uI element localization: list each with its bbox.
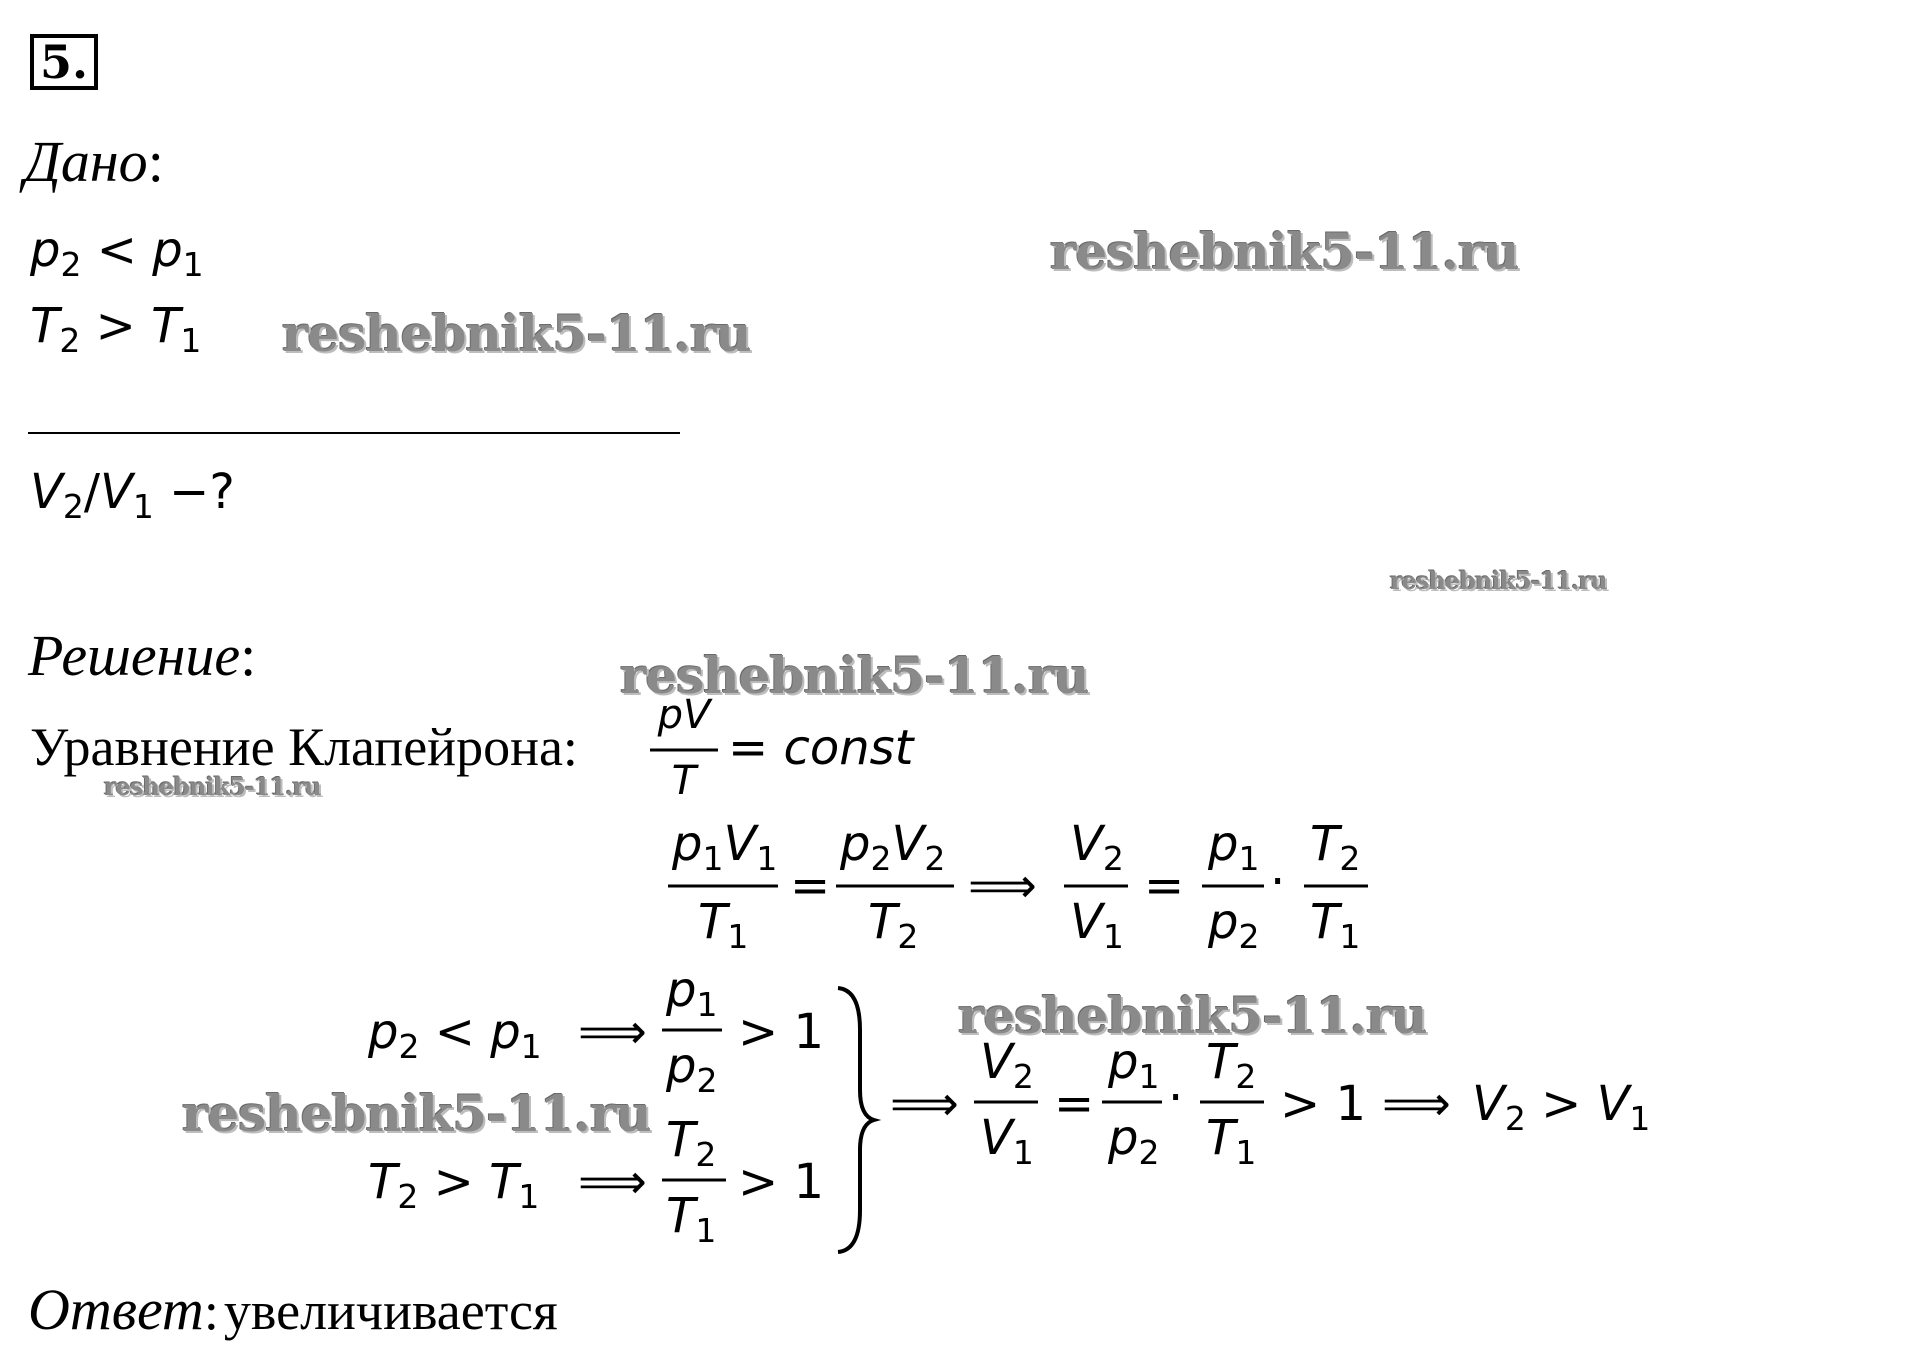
eq1-t1-num: $p_1V_1$ [672, 816, 778, 878]
watermark: reshebnik5-11.ru [1050, 222, 1519, 281]
eq1-eq-1: = [790, 858, 831, 914]
eq2-line1-tail: > 1 [738, 1004, 825, 1060]
law-frac-top: pV [657, 694, 711, 738]
cond1-rhs-sub: 1 [182, 245, 204, 284]
eq2-line2-implies: ⟹ [578, 1154, 647, 1210]
eq2-final-implies: ⟹ [1382, 1076, 1451, 1132]
eq2-f2-den: $T_1$ [1206, 1110, 1257, 1172]
eq2-line1-implies: ⟹ [578, 1004, 647, 1060]
cond2-rhs-sub: 1 [180, 321, 202, 360]
answer-heading: Ответ [28, 1277, 204, 1342]
watermark: reshebnik5-11.ru [282, 304, 751, 363]
given-condition-pressure [30, 222, 204, 284]
eq1-t2-den: $T_2$ [868, 894, 919, 956]
cond2-lhs-sub: 2 [59, 321, 81, 360]
find-expression [30, 464, 235, 526]
answer [28, 1276, 558, 1343]
eq2-line1-lhs: $p_2 < p_1$ [368, 1004, 542, 1066]
watermark: reshebnik5-11.ru [620, 646, 1089, 705]
eq1-r-num: $V_2$ [1070, 816, 1124, 878]
eq2-f2-num: $T_2$ [1206, 1034, 1257, 1096]
equation-1 [660, 810, 1380, 960]
solution-heading [28, 622, 256, 689]
watermark: reshebnik5-11.ru [958, 986, 1427, 1045]
eq2-line2-tail: > 1 [738, 1154, 825, 1210]
eq2-line1-frac-num: $p_1$ [666, 970, 718, 1024]
given-heading-text: Дано [24, 129, 148, 194]
law-frac-bottom: T [671, 758, 697, 804]
given-condition-temperature [30, 298, 201, 360]
solution-heading-text: Решение [28, 623, 241, 688]
cond2-rhs: T [151, 298, 181, 354]
eq2-line2-lhs: $T_2 > T_1$ [368, 1154, 540, 1216]
eq2-res-num: $V_2$ [980, 1034, 1034, 1096]
eq2-dot: · [1168, 1070, 1184, 1126]
cond1-lhs: p [30, 222, 61, 278]
eq1-implies: ⟹ [968, 858, 1037, 914]
given-heading-colon: : [147, 129, 164, 194]
right-brace [838, 988, 874, 1252]
solution-heading-colon: : [240, 623, 257, 688]
law-rhs: = const [728, 720, 914, 776]
find-den-sub: 1 [132, 487, 154, 526]
eq1-dot: · [1270, 854, 1286, 910]
eq1-r-den: $V_1$ [1070, 894, 1124, 956]
given-divider [28, 432, 680, 434]
eq1-t2-num: $p_2V_2$ [840, 816, 946, 878]
cond1-op: < [81, 222, 153, 278]
eq2-eq: = [1054, 1076, 1095, 1132]
eq1-f1-num: $p_1$ [1208, 816, 1260, 878]
watermark: reshebnik5-11.ru [1390, 566, 1607, 595]
eq1-t1-den: $T_1$ [698, 894, 749, 956]
answer-colon: : [203, 1281, 219, 1341]
eq2-line1-frac-den: $p_2$ [666, 1038, 718, 1100]
find-den: V [100, 464, 133, 520]
eq2-res-implies: ⟹ [890, 1076, 959, 1132]
eq1-f2-num: $T_2$ [1310, 816, 1361, 878]
eq2-f1-num: $p_1$ [1108, 1034, 1160, 1096]
cond2-op: > [80, 298, 152, 354]
cond1-rhs: p [152, 222, 183, 278]
cond1-lhs-sub: 2 [60, 245, 82, 284]
eq2-f1-den: $p_2$ [1108, 1110, 1160, 1172]
law-formula [640, 694, 960, 804]
law-label: Уравнение Клапейрона: [30, 717, 578, 777]
answer-text: увеличивается [223, 1281, 558, 1341]
eq2-gt-one: > 1 [1280, 1076, 1367, 1132]
watermark: reshebnik5-11.ru [182, 1084, 651, 1143]
find-num: V [30, 464, 63, 520]
find-slash: / [83, 464, 101, 520]
problem-number: 5. [30, 34, 98, 90]
cond2-lhs: T [30, 298, 60, 354]
eq2-res-den: $V_1$ [980, 1110, 1034, 1172]
eq2-line2-frac-num: $T_2$ [666, 1112, 717, 1174]
eq1-f1-den: $p_2$ [1208, 894, 1260, 956]
eq1-f2-den: $T_1$ [1310, 894, 1361, 956]
eq2-line2-frac-den: $T_1$ [666, 1188, 717, 1250]
given-heading [24, 128, 164, 195]
eq1-eq-2: = [1144, 858, 1185, 914]
eq2-final: $V_2 > V_1$ [1472, 1076, 1651, 1138]
watermark: reshebnik5-11.ru [104, 772, 321, 801]
find-num-sub: 2 [62, 487, 84, 526]
find-question: −? [153, 464, 235, 520]
